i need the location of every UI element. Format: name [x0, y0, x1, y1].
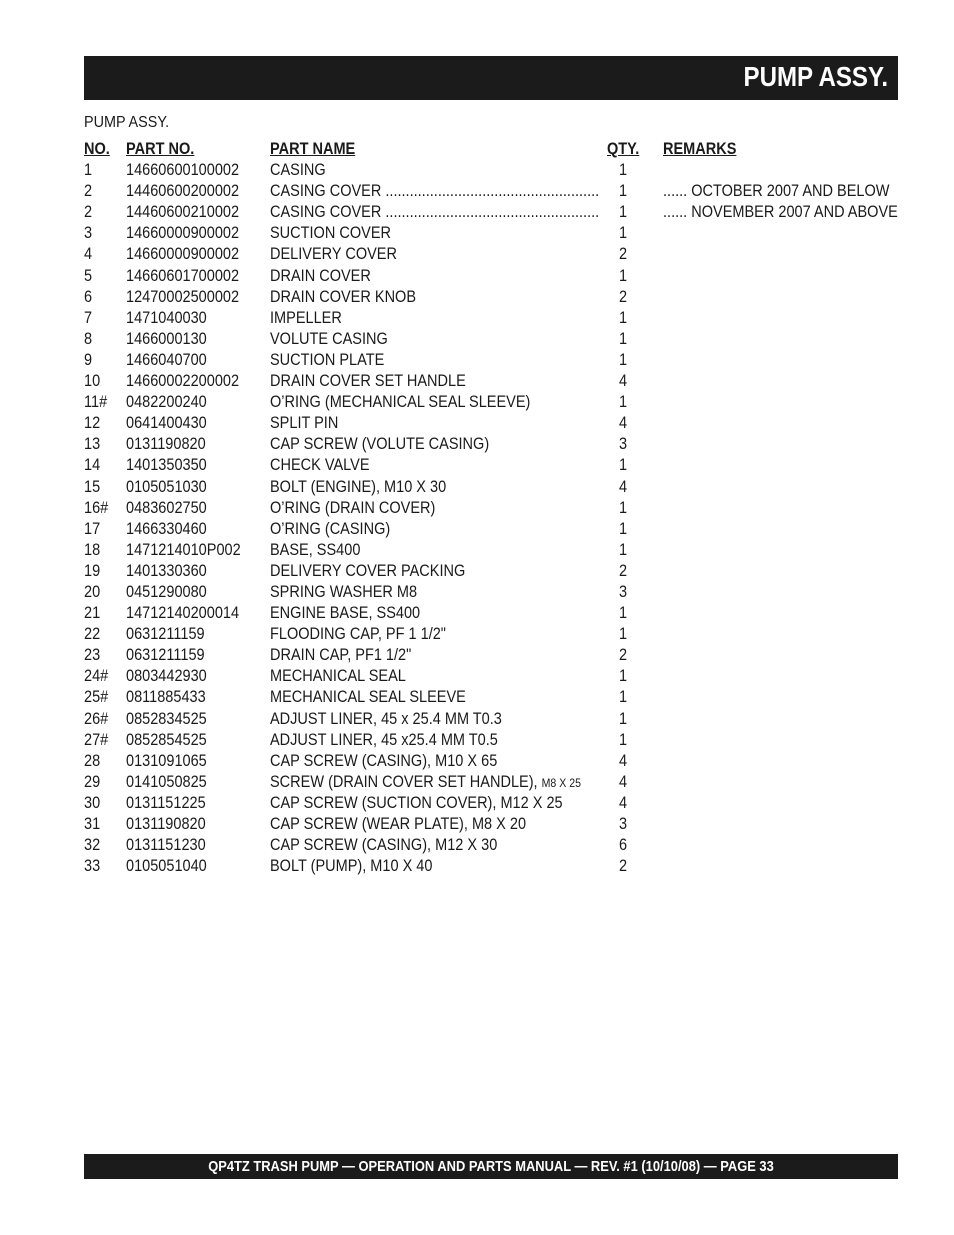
row-part-name-text: BOLT (PUMP), M10 X 40 [270, 857, 433, 876]
row-qty: 4 [619, 477, 628, 496]
table-row [84, 562, 898, 583]
row-part-name-text: O’RING (DRAIN COVER) [270, 498, 436, 517]
row-qty: 1 [619, 709, 628, 728]
row-no: 20 [84, 582, 101, 601]
table-row [84, 499, 898, 520]
row-part-name-size: M8 X 25 [541, 775, 581, 790]
row-qty: 6 [619, 836, 628, 855]
row-qty: 3 [619, 435, 628, 454]
row-no: 31 [84, 815, 101, 833]
table-header-row [84, 140, 898, 161]
row-qty: 1 [619, 667, 628, 686]
row-part-no: 0105051030 [126, 477, 207, 496]
row-part-name [270, 478, 446, 497]
row-qty: 1 [619, 604, 628, 623]
row-part-no: 1466000130 [126, 329, 207, 348]
row-no: 22 [84, 625, 101, 644]
row-no: 11# [84, 393, 108, 412]
row-part-name [270, 667, 406, 686]
table-row [84, 815, 898, 836]
row-part-name-text: BASE, SS400 [270, 540, 361, 559]
row-part-name [270, 267, 371, 286]
row-part-name [270, 731, 498, 750]
row-no: 32 [84, 836, 101, 855]
row-part-no: 0105051040 [126, 857, 207, 876]
row-part-no: 0852854525 [126, 730, 207, 749]
table-row [84, 245, 898, 266]
table-row [84, 161, 898, 182]
row-part-name [270, 583, 417, 602]
table-row [84, 604, 898, 625]
row-part-name-text: CAP SCREW (WEAR PLATE), M8 X 20 [270, 815, 527, 833]
column-header-remarks: REMARKS [663, 140, 737, 158]
table-row [84, 836, 898, 857]
row-qty: 3 [619, 582, 628, 601]
parts-table [84, 140, 898, 878]
table-row [84, 309, 898, 330]
table-row [84, 520, 898, 541]
row-part-name-text: SPRING WASHER M8 [270, 582, 418, 601]
row-part-no: 0141050825 [126, 772, 207, 791]
row-part-name-text: BOLT (ENGINE), M10 X 30 [270, 477, 447, 496]
row-part-name-text: CHECK VALVE [270, 456, 370, 475]
row-part-name [270, 456, 370, 475]
row-part-no: 14460600200002 [126, 182, 240, 201]
row-no: 18 [84, 540, 101, 559]
row-part-no: 0811885433 [126, 688, 206, 707]
row-part-name [270, 203, 599, 222]
row-part-no: 0631211159 [126, 646, 205, 665]
table-row [84, 646, 898, 667]
row-part-no: 0631211159 [126, 625, 205, 644]
table-row [84, 224, 898, 245]
row-no: 12 [84, 414, 101, 433]
row-qty: 2 [619, 857, 628, 876]
row-part-name-text: SCREW (DRAIN COVER SET HANDLE), [270, 772, 542, 791]
row-part-no: 14660601700002 [126, 266, 240, 285]
row-no: 23 [84, 646, 101, 665]
table-row [84, 456, 898, 477]
row-qty: 1 [619, 625, 628, 644]
row-qty: 2 [619, 646, 628, 665]
row-no: 29 [84, 772, 101, 791]
row-remarks: ...... NOVEMBER 2007 AND ABOVE [663, 203, 898, 222]
row-part-name [270, 351, 384, 370]
row-no: 4 [84, 245, 93, 264]
row-part-no: 14660000900002 [126, 245, 240, 264]
table-row [84, 710, 898, 731]
table-row [84, 288, 898, 309]
row-part-no: 1466040700 [126, 350, 207, 369]
row-part-no: 14712140200014 [126, 604, 240, 623]
row-part-name-text: CASING [270, 161, 326, 180]
row-part-name [270, 435, 489, 454]
row-qty: 1 [619, 519, 628, 538]
table-row [84, 182, 898, 203]
row-part-name [270, 836, 497, 855]
table-body [84, 161, 898, 878]
row-part-no: 0483602750 [126, 498, 207, 517]
row-part-name [270, 625, 446, 644]
row-qty: 1 [619, 730, 628, 749]
row-part-name [270, 794, 563, 813]
table-row [84, 583, 898, 604]
row-part-name-text: CAP SCREW (VOLUTE CASING) [270, 435, 490, 454]
row-part-name-text: ENGINE BASE, SS400 [270, 604, 421, 623]
row-part-name-text: ADJUST LINER, 45 x 25.4 MM T0.3 [270, 709, 502, 728]
row-no: 6 [84, 287, 93, 306]
row-part-name [270, 541, 360, 560]
row-qty: 4 [619, 793, 628, 812]
row-part-name-text: DRAIN CAP, PF1 1/2" [270, 646, 412, 665]
footer-text: QP4TZ TRASH PUMP — OPERATION AND PARTS MANUAL — REV. #1 (10/10/08) — PAGE 33 [208, 1158, 774, 1175]
table-row [84, 667, 898, 688]
row-part-name [270, 752, 497, 771]
row-part-name-text: FLOODING CAP, PF 1 1/2" [270, 625, 446, 644]
row-no: 2 [84, 182, 93, 201]
row-part-name-text: CAP SCREW (CASING), M12 X 30 [270, 836, 498, 855]
row-part-name-text: MECHANICAL SEAL [270, 667, 406, 686]
row-qty: 3 [619, 815, 628, 833]
row-part-name [270, 288, 416, 307]
row-no: 21 [84, 604, 101, 623]
row-part-name [270, 372, 466, 391]
table-row [84, 794, 898, 815]
row-part-name [270, 161, 326, 180]
row-part-no: 0131190820 [126, 815, 206, 833]
row-qty: 4 [619, 372, 628, 391]
row-qty: 2 [619, 245, 628, 264]
table-row [84, 752, 898, 773]
row-no: 33 [84, 857, 101, 876]
row-qty: 1 [619, 329, 628, 348]
row-part-no: 14660000900002 [126, 224, 240, 243]
row-qty: 1 [619, 224, 628, 243]
row-part-no: 0131190820 [126, 435, 206, 454]
page-footer-bar [84, 1154, 898, 1179]
row-no: 26# [84, 709, 109, 728]
row-part-name-text: SUCTION COVER [270, 224, 392, 243]
row-no: 10 [84, 372, 101, 391]
row-part-no: 1471040030 [126, 308, 207, 327]
row-part-name [270, 245, 397, 264]
table-row [84, 435, 898, 456]
row-qty: 1 [619, 161, 628, 180]
row-no: 15 [84, 477, 101, 496]
row-part-name [270, 330, 388, 349]
row-part-name-text: SPLIT PIN [270, 414, 339, 433]
table-row [84, 541, 898, 562]
row-part-name-text: CASING COVER ..................................................... [270, 182, 600, 201]
row-part-no: 0641400430 [126, 414, 207, 433]
row-part-no: 1401350350 [126, 456, 207, 475]
row-remarks: ...... OCTOBER 2007 AND BELOW [663, 182, 890, 201]
table-row [84, 478, 898, 499]
table-row [84, 688, 898, 709]
table-row [84, 372, 898, 393]
row-part-name-text: IMPELLER [270, 308, 342, 327]
row-qty: 1 [619, 393, 628, 412]
row-no: 28 [84, 751, 101, 770]
row-part-no: 14460600210002 [126, 203, 240, 222]
table-row [84, 773, 898, 794]
column-header-part-no: PART NO. [126, 140, 195, 158]
row-part-name [270, 182, 599, 201]
row-part-no: 1471214010P002 [126, 540, 241, 559]
row-no: 13 [84, 435, 101, 454]
row-no: 5 [84, 266, 93, 285]
row-part-name [270, 646, 411, 665]
column-header-part-name: PART NAME [270, 140, 356, 158]
row-part-name [270, 710, 502, 729]
column-header-qty: QTY. [607, 140, 640, 158]
row-qty: 4 [619, 414, 628, 433]
row-part-name-text: O’RING (CASING) [270, 519, 391, 538]
row-no: 27# [84, 730, 109, 749]
row-qty: 1 [619, 350, 628, 369]
row-part-name-text: VOLUTE CASING [270, 329, 388, 348]
page-title: PUMP ASSY. [743, 61, 888, 92]
row-no: 14 [84, 456, 101, 475]
table-row [84, 351, 898, 372]
row-part-name [270, 414, 338, 433]
row-part-no: 0852834525 [126, 709, 207, 728]
row-part-name-text: DRAIN COVER KNOB [270, 287, 417, 306]
table-row [84, 625, 898, 646]
row-part-name [270, 688, 466, 707]
table-row [84, 393, 898, 414]
table-row [84, 414, 898, 435]
table-row [84, 330, 898, 351]
table-row [84, 203, 898, 224]
row-part-name-text: CAP SCREW (CASING), M10 X 65 [270, 751, 498, 770]
row-part-name-text: MECHANICAL SEAL SLEEVE [270, 688, 466, 707]
row-part-name [270, 815, 526, 834]
row-part-no: 0131091065 [126, 751, 207, 770]
table-row [84, 267, 898, 288]
row-no: 3 [84, 224, 93, 243]
row-part-name-text: ADJUST LINER, 45 x25.4 MM T0.5 [270, 730, 498, 749]
row-part-name [270, 224, 391, 243]
row-qty: 4 [619, 751, 628, 770]
row-part-no: 14660002200002 [126, 372, 240, 391]
page-header-bar [84, 56, 898, 100]
row-part-name-text: CAP SCREW (SUCTION COVER), M12 X 25 [270, 793, 563, 812]
row-part-name [270, 499, 435, 518]
row-qty: 1 [619, 308, 628, 327]
row-qty: 2 [619, 561, 628, 580]
row-qty: 2 [619, 287, 628, 306]
row-qty: 1 [619, 688, 628, 707]
row-part-no: 0131151225 [126, 793, 206, 812]
row-no: 30 [84, 793, 101, 812]
section-subtitle: PUMP ASSY. [84, 114, 170, 131]
table-row [84, 731, 898, 752]
row-no: 8 [84, 329, 93, 348]
row-part-name [270, 857, 432, 876]
row-part-name-text: DELIVERY COVER PACKING [270, 561, 466, 580]
row-part-name-text: DELIVERY COVER [270, 245, 397, 264]
row-part-no: 1466330460 [126, 519, 207, 538]
row-part-no: 1401330360 [126, 561, 207, 580]
row-no: 9 [84, 350, 93, 369]
row-part-name-text: O’RING (MECHANICAL SEAL SLEEVE) [270, 393, 531, 412]
row-part-no: 0482200240 [126, 393, 207, 412]
row-qty: 1 [619, 456, 628, 475]
row-qty: 1 [619, 498, 628, 517]
row-part-name [270, 393, 530, 412]
row-part-name-text: DRAIN COVER SET HANDLE [270, 372, 466, 391]
row-part-name-text: DRAIN COVER [270, 266, 371, 285]
row-qty: 4 [619, 772, 628, 791]
row-part-name-text: CASING COVER ..................................................... [270, 203, 600, 222]
row-qty: 1 [619, 266, 628, 285]
row-part-no: 0803442930 [126, 667, 207, 686]
row-qty: 1 [619, 182, 628, 201]
row-no: 16# [84, 498, 109, 517]
row-part-no: 0131151230 [126, 836, 206, 855]
row-part-name [270, 604, 420, 623]
row-no: 25# [84, 688, 109, 707]
row-part-no: 14660600100002 [126, 161, 240, 180]
row-no: 1 [84, 161, 93, 180]
row-qty: 1 [619, 540, 628, 559]
column-header-no: NO. [84, 140, 110, 158]
row-part-name [270, 773, 581, 792]
row-part-name [270, 520, 390, 539]
row-no: 24# [84, 667, 109, 686]
row-qty: 1 [619, 203, 628, 222]
row-part-no: 12470002500002 [126, 287, 240, 306]
row-no: 7 [84, 308, 93, 327]
row-no: 17 [84, 519, 101, 538]
row-part-no: 0451290080 [126, 582, 207, 601]
row-part-name [270, 309, 342, 328]
row-no: 2 [84, 203, 93, 222]
row-no: 19 [84, 561, 101, 580]
table-row [84, 857, 898, 878]
row-part-name [270, 562, 465, 581]
row-part-name-text: SUCTION PLATE [270, 350, 385, 369]
